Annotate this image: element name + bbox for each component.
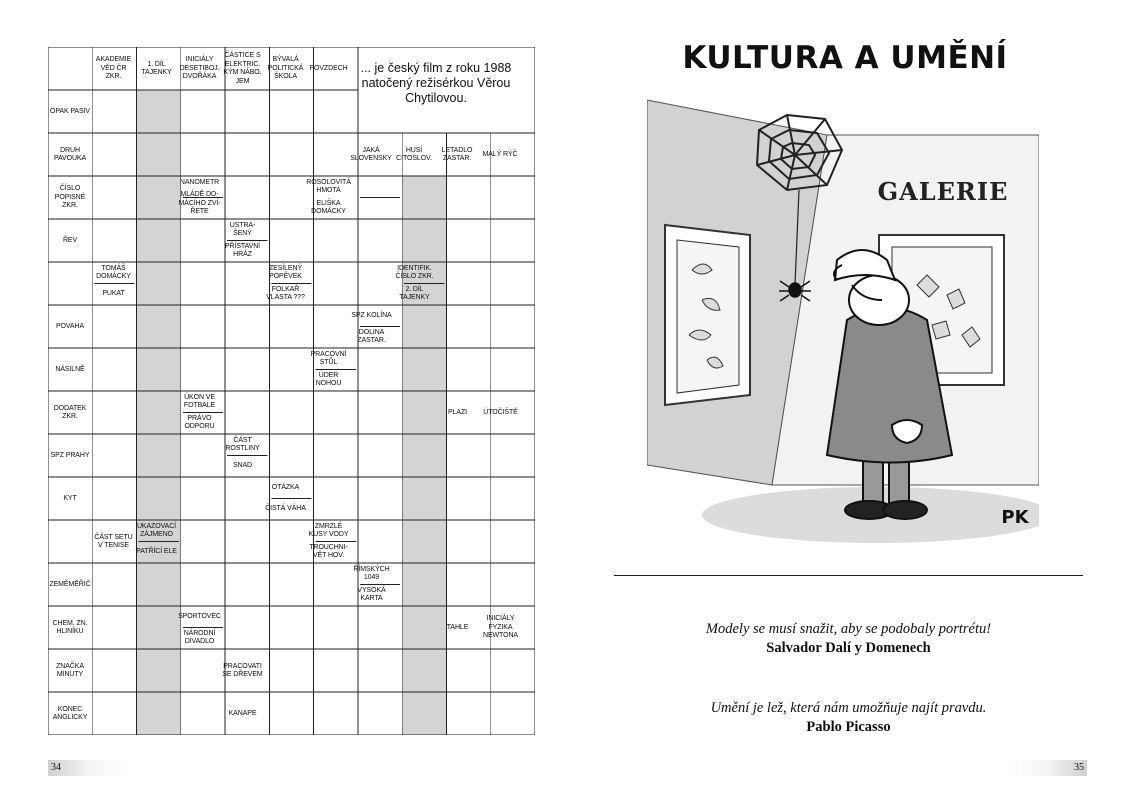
clue-inner: INICIÁLY FYZIKA NEWTONA bbox=[483, 615, 518, 640]
clue-inner: 2. DÍL TAJENKY bbox=[399, 285, 430, 301]
clue-inner: KANAPE bbox=[228, 709, 257, 717]
clue-header-6: POVZDECH bbox=[309, 64, 348, 72]
clue-row-7: NÁSILNĚ bbox=[55, 365, 85, 373]
clue-inner: FOLKAŘ VLASTA ??? bbox=[266, 285, 305, 301]
clue-header-4: ČÁSTICE S ELEKTRIC. KÝM NÁBO. JEM bbox=[223, 52, 262, 85]
clue-row-14: ZNAČKA MINUTY bbox=[56, 662, 84, 678]
clue-right-header-2: HUSÍ CITOSLOV. bbox=[396, 146, 432, 162]
clue-inner: PRACOVNÍ STŮL bbox=[310, 350, 347, 366]
quote-text-2 bbox=[614, 700, 1083, 717]
clue-inner: MLÁDĚ DO- MÁCÍHO ZVÍ- ŘETE bbox=[178, 191, 221, 216]
clue-row-12: ZEMĚMĚŘIČ bbox=[49, 580, 91, 588]
clue-inner: SNAD bbox=[232, 461, 253, 469]
clue-inner: ÚDER NOHOU bbox=[315, 371, 342, 387]
page-number-left: 34 bbox=[48, 760, 127, 776]
quote-text-1-italic: Modely se musí snažit, aby se podobaly portrétu! bbox=[705, 621, 992, 637]
page-title: KULTURA A UMĚNÍ bbox=[682, 40, 1008, 76]
clue-inner: TAHLE bbox=[446, 623, 469, 631]
crossword-intro bbox=[351, 61, 521, 106]
clue-inner: ZMRZLÉ KUSY VODY bbox=[308, 522, 349, 538]
clue-right-header-3: LETADLO ZASTAR. bbox=[441, 146, 473, 162]
gallery-sign: GALERIE bbox=[877, 177, 1009, 206]
clue-inner: SPORTOVEC bbox=[178, 612, 221, 620]
intro-line-1: ... je český film z roku 1988 bbox=[360, 61, 512, 75]
clue-inner: PATŘÍCÍ ELE bbox=[136, 547, 177, 555]
clue-inner: ŘÍMSKÝCH 1049 bbox=[353, 565, 390, 581]
clue-inner: PLAZI bbox=[448, 408, 467, 416]
clue-row-1: OPAK PASIV bbox=[50, 107, 90, 115]
clue-inner: ČÁST SETU V TENISE bbox=[94, 533, 133, 549]
shaded-column bbox=[137, 90, 181, 735]
clue-right-header-1: JAKÁ SLOVENSKY bbox=[350, 146, 392, 162]
clue-inner: VYSOKÁ KARTA bbox=[357, 586, 386, 602]
clue-row-4: ŘEV bbox=[62, 236, 78, 244]
clue-inner: TROUCHNI- VĚT HOV. bbox=[309, 543, 348, 559]
quote-author-1: Salvador Dalí y Domenech bbox=[766, 640, 931, 656]
clue-inner: DOLINA ZASTAR. bbox=[357, 328, 386, 344]
clue-inner: NANOMETR bbox=[179, 178, 220, 186]
clue-inner: ČISTÁ VÁHA bbox=[265, 504, 306, 512]
clue-inner: NÁRODNÍ DIVADLO bbox=[183, 629, 216, 645]
clue-row-15: KONEC ANGLICKY bbox=[52, 705, 88, 721]
clue-inner: PŘÍSTAVNÍ HRÁZ bbox=[224, 242, 260, 258]
clue-row-10: KYT bbox=[63, 494, 77, 502]
clue-inner: USTRA- ŠENÝ bbox=[229, 221, 256, 237]
clue-row-6: POVAHA bbox=[55, 322, 85, 330]
clue-inner: UKAZOVACÍ ZÁJMENO bbox=[136, 522, 177, 538]
clue-inner: PRACOVATI SE DŘEVEM bbox=[222, 662, 263, 678]
intro-line-2: natočený režisérkou Věrou bbox=[361, 76, 511, 90]
clue-row-2: DRUH PAVOUKA bbox=[53, 146, 87, 162]
clue-inner: ÚTOČIŠTĚ bbox=[483, 408, 518, 416]
artist-signature: PK bbox=[1001, 507, 1029, 528]
clue-header-5: BÝVALÁ POLITICKÁ ŠKOLA bbox=[267, 56, 304, 81]
clue-right-header-4: MALÝ RÝČ bbox=[482, 150, 518, 158]
clue-inner: ELIŠKA DOMÁCKY bbox=[311, 199, 346, 215]
clue-inner: PUKAT bbox=[102, 289, 125, 297]
page-number-right: 35 bbox=[1008, 760, 1087, 776]
clue-inner: ČÁST ROSTLINY bbox=[225, 436, 260, 452]
clue-header-1: AKADEMIE VĚD ČR ZKR. bbox=[95, 56, 132, 81]
quote-author-2: Pablo Picasso bbox=[806, 719, 891, 735]
clue-header-2: 1. DÍL TAJENKY bbox=[141, 60, 172, 76]
quote-text-1 bbox=[614, 621, 1083, 638]
clue-inner: PRÁVO ODPORU bbox=[184, 414, 215, 430]
quote-text-2-italic: Umění je lež, která nám umožňuje najít pravdu. bbox=[710, 700, 987, 716]
painting-icon bbox=[665, 225, 750, 405]
clue-inner: SPZ KOLÍNA bbox=[351, 311, 392, 319]
clue-row-13: CHEM. ZN. HLINÍKU bbox=[52, 619, 88, 635]
clue-inner: ÚKON VE FOTBALE bbox=[183, 393, 216, 409]
clue-inner: ROSOLOVITÁ HMOTA bbox=[306, 178, 351, 194]
clue-row-8: DODATEK ZKR. bbox=[53, 404, 87, 420]
clue-header-3: INICIÁLY DESETIBOJ. DVOŘÁKA bbox=[179, 56, 220, 81]
clue-row-9: SPZ PRAHY bbox=[50, 451, 90, 459]
clue-inner: ZESÍLENÝ POPĚVEK bbox=[268, 264, 303, 280]
divider-line bbox=[614, 575, 1083, 576]
clue-inner: OTÁZKA bbox=[271, 483, 300, 491]
clue-row-3: ČÍSLO POPISNÉ ZKR. bbox=[54, 185, 86, 210]
clue-inner: IDENTIFIK. ČÍSLO ZKR. bbox=[395, 264, 434, 280]
clue-inner: TOMÁŠ DOMÁCKY bbox=[96, 264, 131, 280]
intro-line-3: Chytilovou. bbox=[405, 91, 467, 105]
shaded-column bbox=[402, 176, 446, 735]
gallery-cartoon bbox=[647, 95, 1039, 545]
